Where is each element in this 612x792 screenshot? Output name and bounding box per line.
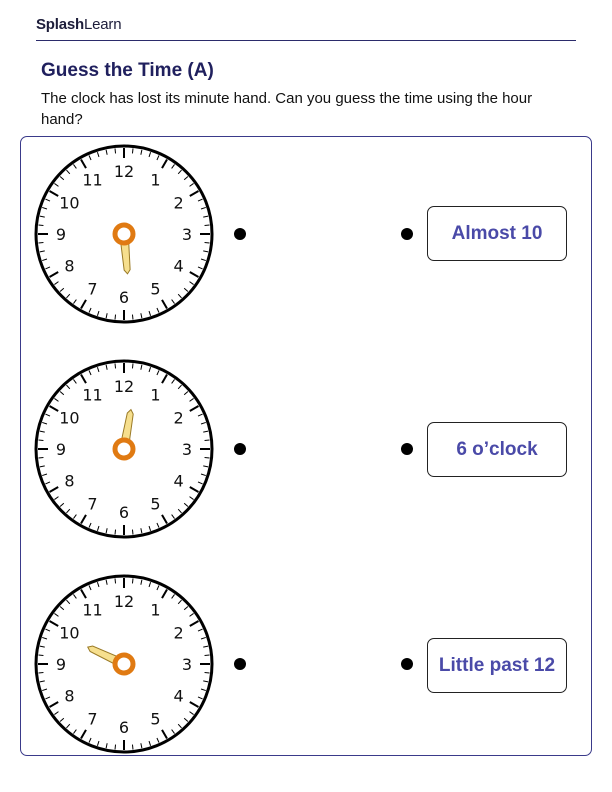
clock-face [32, 357, 216, 541]
minute-tick [115, 530, 116, 535]
minute-tick [38, 440, 43, 441]
minute-tick [205, 242, 210, 243]
clock-hub [115, 440, 133, 458]
clock-number: 6 [118, 718, 130, 737]
clock-hub [115, 225, 133, 243]
clock-number: 12 [113, 377, 135, 396]
clock-face [32, 142, 216, 326]
clock-number: 1 [150, 385, 161, 405]
match-dot-right[interactable] [401, 443, 413, 455]
match-dot-right[interactable] [401, 228, 413, 240]
minute-tick [115, 578, 116, 583]
clock-number: 6 [118, 503, 130, 522]
brand-logo [36, 16, 121, 33]
clock-number: 3 [181, 655, 193, 674]
clock-number: 12 [113, 162, 135, 181]
clock-number: 2 [173, 408, 184, 428]
clock-number: 9 [55, 440, 67, 459]
answer-box[interactable]: Almost 10 [427, 206, 567, 261]
clock-number: 8 [64, 471, 75, 491]
clock-number: 7 [87, 279, 98, 299]
match-dot-left[interactable] [234, 658, 246, 670]
match-dot-left[interactable] [234, 228, 246, 240]
minute-tick [115, 745, 116, 750]
minute-tick [132, 315, 133, 320]
clock-number: 8 [64, 686, 75, 706]
clock-number: 2 [173, 193, 184, 213]
minute-tick [115, 315, 116, 320]
minute-tick [132, 530, 133, 535]
minute-tick [205, 225, 210, 226]
clock-number: 5 [150, 279, 161, 299]
brand-logo-part1: Splash [36, 16, 84, 33]
clock-number: 10 [59, 623, 80, 643]
page-title: Guess the Time (A) [41, 60, 214, 81]
minute-tick [38, 457, 43, 458]
clock-face [32, 572, 216, 756]
minute-tick [115, 148, 116, 153]
clock-number: 5 [150, 709, 161, 729]
clock-number: 8 [64, 256, 75, 276]
clock-number: 2 [173, 623, 184, 643]
clock-number: 10 [59, 408, 80, 428]
match-dot-left[interactable] [234, 443, 246, 455]
clock-number: 5 [150, 494, 161, 514]
answer-box[interactable]: 6 o’clock [427, 422, 567, 477]
minute-tick [38, 242, 43, 243]
minute-tick [205, 672, 210, 673]
clock-number: 7 [87, 709, 98, 729]
minute-tick [115, 363, 116, 368]
clock-number: 11 [82, 600, 103, 620]
clock-number: 4 [173, 686, 184, 706]
minute-tick [132, 578, 133, 583]
clock-number: 12 [113, 592, 135, 611]
clock-number: 1 [150, 170, 161, 190]
clock-number: 11 [82, 385, 103, 405]
minute-tick [132, 745, 133, 750]
answer-box[interactable]: Little past 12 [427, 638, 567, 693]
clock-number: 6 [118, 288, 130, 307]
minute-tick [205, 440, 210, 441]
header-divider [36, 40, 576, 41]
clock-number: 1 [150, 600, 161, 620]
minute-tick [205, 457, 210, 458]
clock-number: 10 [59, 193, 80, 213]
clock-hub [115, 655, 133, 673]
match-dot-right[interactable] [401, 658, 413, 670]
minute-tick [38, 655, 43, 656]
clock-number: 3 [181, 225, 193, 244]
clock-number: 4 [173, 471, 184, 491]
clock-number: 9 [55, 655, 67, 674]
minute-tick [132, 148, 133, 153]
clock-number: 9 [55, 225, 67, 244]
clock-number: 7 [87, 494, 98, 514]
clock-number: 4 [173, 256, 184, 276]
minute-tick [205, 655, 210, 656]
clock-number: 11 [82, 170, 103, 190]
brand-logo-part2: Learn [83, 16, 122, 33]
minute-tick [132, 363, 133, 368]
instructions: The clock has lost its minute hand. Can you guess the time using the hour hand? [41, 90, 533, 128]
minute-tick [38, 225, 43, 226]
clock-number: 3 [181, 440, 193, 459]
minute-tick [38, 672, 43, 673]
